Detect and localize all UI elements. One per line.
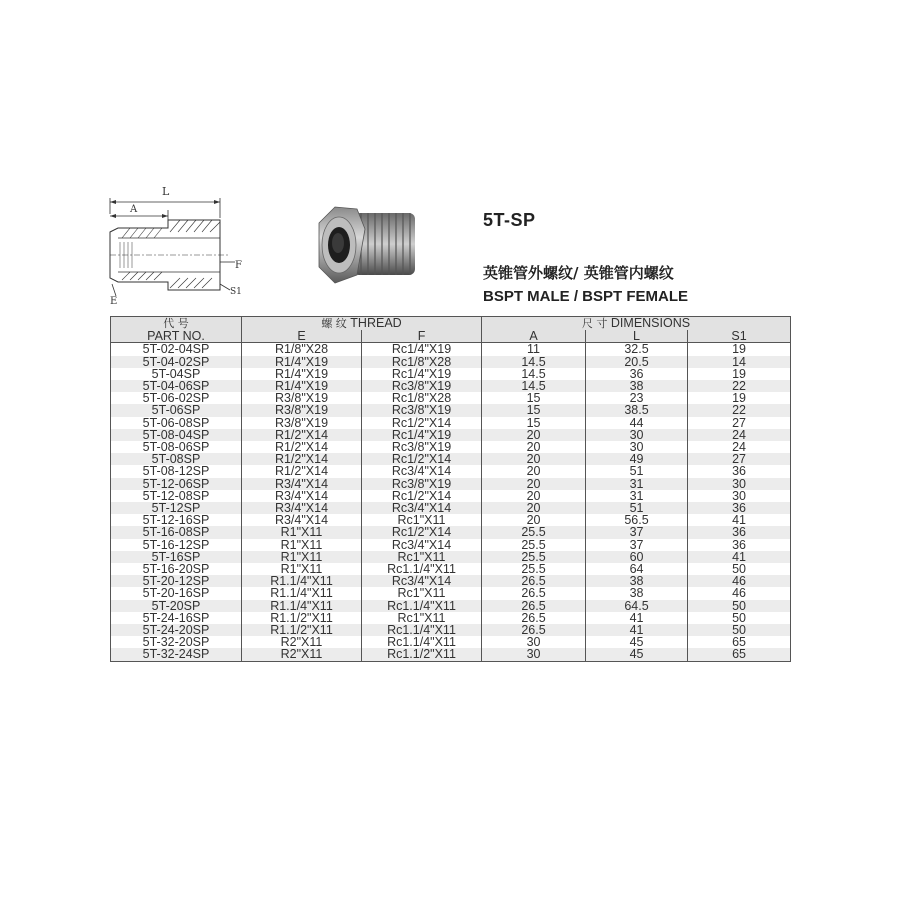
part-no-cell: 5T-12-08SP — [111, 490, 242, 502]
dim-a-cell: 20 — [482, 514, 586, 526]
dim-a-cell: 30 — [482, 636, 586, 648]
thread-f-cell: Rc1/4"X19 — [362, 429, 482, 441]
col-header-L: L — [586, 330, 688, 343]
table-body — [111, 343, 791, 661]
col-header-F: F — [362, 330, 482, 343]
thread-f-cell: Rc3/8"X19 — [362, 380, 482, 392]
thread-e-cell: R1"X11 — [242, 551, 362, 563]
table-row — [111, 612, 791, 624]
title-english: BSPT MALE / BSPT FEMALE — [483, 288, 689, 305]
part-no-cell: 5T-08-06SP — [111, 441, 242, 453]
dim-l-cell: 38.5 — [586, 404, 688, 416]
part-no-cn: 代 号 — [163, 317, 189, 330]
part-no-header-cn — [111, 317, 242, 331]
part-no-cell: 5T-16SP — [111, 551, 242, 563]
dimension-label-F: F — [235, 260, 242, 271]
table-row — [111, 417, 791, 429]
thread-f-cell: Rc1/8"X28 — [362, 392, 482, 404]
dim-s1-cell: 50 — [688, 612, 791, 624]
thread-e-cell: R1.1/4"X11 — [242, 600, 362, 612]
dim-l-cell: 36 — [586, 368, 688, 380]
dimension-label-L: L — [162, 185, 170, 198]
part-no-cell: 5T-02-04SP — [111, 343, 242, 356]
dim-s1-cell: 19 — [688, 368, 791, 380]
dim-s1-cell: 50 — [688, 600, 791, 612]
thread-header — [242, 317, 482, 331]
dim-s1-cell: 46 — [688, 575, 791, 587]
dim-l-cell: 37 — [586, 526, 688, 538]
table-row — [111, 502, 791, 514]
dim-a-cell: 26.5 — [482, 587, 586, 599]
part-no-cell: 5T-06SP — [111, 404, 242, 416]
thread-f-cell: Rc3/8"X19 — [362, 404, 482, 416]
part-no-cell: 5T-24-20SP — [111, 624, 242, 636]
thread-e-cell: R3/8"X19 — [242, 392, 362, 404]
table-row — [111, 465, 791, 477]
dim-a-cell: 25.5 — [482, 563, 586, 575]
table-row — [111, 514, 791, 526]
table-row — [111, 392, 791, 404]
dim-l-cell: 56.5 — [586, 514, 688, 526]
table-row — [111, 587, 791, 599]
part-no-cell: 5T-20-16SP — [111, 587, 242, 599]
table-row — [111, 368, 791, 380]
table-row — [111, 539, 791, 551]
dim-s1-cell: 36 — [688, 502, 791, 514]
thread-e-cell: R2"X11 — [242, 636, 362, 648]
thread-e-cell: R3/4"X14 — [242, 514, 362, 526]
thread-f-cell: Rc1.1/4"X11 — [362, 563, 482, 575]
dim-l-cell: 41 — [586, 612, 688, 624]
dim-s1-cell: 65 — [688, 648, 791, 661]
thread-f-cell: Rc3/4"X14 — [362, 575, 482, 587]
part-no-header-en: PART NO. — [111, 330, 242, 343]
dim-a-cell: 26.5 — [482, 600, 586, 612]
dim-a-cell: 20 — [482, 478, 586, 490]
dim-l-cell: 30 — [586, 441, 688, 453]
dim-s1-cell: 65 — [688, 636, 791, 648]
dim-a-cell: 25.5 — [482, 526, 586, 538]
part-no-cell: 5T-08SP — [111, 453, 242, 465]
thread-e-cell: R1/8"X28 — [242, 343, 362, 356]
dim-l-cell: 41 — [586, 624, 688, 636]
part-no-cell: 5T-06-02SP — [111, 392, 242, 404]
thread-e-cell: R3/8"X19 — [242, 404, 362, 416]
thread-e-cell: R1/2"X14 — [242, 453, 362, 465]
thread-f-cell: Rc1/8"X28 — [362, 356, 482, 368]
part-no-cell: 5T-06-08SP — [111, 417, 242, 429]
col-header-A: A — [482, 330, 586, 343]
dim-l-cell: 60 — [586, 551, 688, 563]
table-row — [111, 575, 791, 587]
dim-s1-cell: 30 — [688, 490, 791, 502]
dim-s1-cell: 22 — [688, 404, 791, 416]
dim-s1-cell: 36 — [688, 539, 791, 551]
dim-a-cell: 26.5 — [482, 624, 586, 636]
dim-s1-cell: 36 — [688, 465, 791, 477]
dim-l-cell: 31 — [586, 478, 688, 490]
dim-a-cell: 15 — [482, 417, 586, 429]
header-row-1 — [111, 317, 791, 331]
table-row — [111, 404, 791, 416]
title-block — [483, 210, 536, 231]
dim-s1-cell: 41 — [688, 551, 791, 563]
part-no-cell: 5T-20-12SP — [111, 575, 242, 587]
dim-s1-cell: 19 — [688, 392, 791, 404]
dim-s1-cell: 14 — [688, 356, 791, 368]
dim-a-cell: 25.5 — [482, 539, 586, 551]
dim-l-cell: 32.5 — [586, 343, 688, 356]
dim-s1-cell: 36 — [688, 526, 791, 538]
dim-a-cell: 20 — [482, 490, 586, 502]
part-no-cell: 5T-12-06SP — [111, 478, 242, 490]
technical-drawing — [100, 180, 260, 310]
part-no-cell: 5T-12SP — [111, 502, 242, 514]
thread-e-cell: R1.1/4"X11 — [242, 575, 362, 587]
thread-f-cell: Rc1"X11 — [362, 551, 482, 563]
dim-a-cell: 20 — [482, 429, 586, 441]
part-no-cell: 5T-04-06SP — [111, 380, 242, 392]
thread-e-cell: R1"X11 — [242, 563, 362, 575]
dim-a-cell: 14.5 — [482, 380, 586, 392]
dim-a-cell: 20 — [482, 441, 586, 453]
thread-f-cell: Rc3/4"X14 — [362, 539, 482, 551]
thread-f-cell: Rc1/4"X19 — [362, 368, 482, 380]
table-header — [111, 317, 791, 343]
thread-e-cell: R1"X11 — [242, 526, 362, 538]
dim-l-cell: 45 — [586, 648, 688, 661]
dim-l-cell: 38 — [586, 575, 688, 587]
table-row — [111, 343, 791, 356]
dim-l-cell: 23 — [586, 392, 688, 404]
model-number: 5T-SP — [483, 210, 536, 230]
dim-a-cell: 15 — [482, 404, 586, 416]
dimensions-en: DIMENSIONS — [610, 316, 691, 330]
dim-l-cell: 20.5 — [586, 356, 688, 368]
thread-f-cell: Rc3/4"X14 — [362, 502, 482, 514]
thread-e-cell: R3/4"X14 — [242, 502, 362, 514]
dim-s1-cell: 30 — [688, 478, 791, 490]
dim-s1-cell: 50 — [688, 563, 791, 575]
dim-l-cell: 38 — [586, 380, 688, 392]
part-no-cell: 5T-04-02SP — [111, 356, 242, 368]
part-no-cell: 5T-16-08SP — [111, 526, 242, 538]
dim-s1-cell: 22 — [688, 380, 791, 392]
dim-l-cell: 49 — [586, 453, 688, 465]
thread-e-cell: R3/8"X19 — [242, 417, 362, 429]
thread-f-cell: Rc1.1/4"X11 — [362, 600, 482, 612]
dim-a-cell: 11 — [482, 343, 586, 356]
table-row — [111, 624, 791, 636]
dim-a-cell: 14.5 — [482, 368, 586, 380]
part-no-cell: 5T-04SP — [111, 368, 242, 380]
part-no-cell: 5T-16-12SP — [111, 539, 242, 551]
header-row-2 — [111, 330, 791, 343]
table-row — [111, 526, 791, 538]
col-header-E: E — [242, 330, 362, 343]
dim-l-cell: 30 — [586, 429, 688, 441]
thread-e-cell: R1.1/2"X11 — [242, 624, 362, 636]
dim-s1-cell: 50 — [688, 624, 791, 636]
part-no-cell: 5T-24-16SP — [111, 612, 242, 624]
thread-e-cell: R1/2"X14 — [242, 441, 362, 453]
part-no-cell: 5T-12-16SP — [111, 514, 242, 526]
dim-a-cell: 20 — [482, 465, 586, 477]
table-row — [111, 551, 791, 563]
table-row — [111, 600, 791, 612]
thread-f-cell: Rc3/4"X14 — [362, 465, 482, 477]
part-no-cell: 5T-08-04SP — [111, 429, 242, 441]
dimension-label-S1: S1 — [230, 287, 242, 297]
thread-f-cell: Rc1/2"X14 — [362, 526, 482, 538]
dim-l-cell: 44 — [586, 417, 688, 429]
thread-f-cell: Rc1/2"X14 — [362, 490, 482, 502]
dimension-label-E: E — [110, 296, 118, 307]
dim-a-cell: 25.5 — [482, 551, 586, 563]
thread-f-cell: Rc1"X11 — [362, 612, 482, 624]
thread-f-cell: Rc1.1/4"X11 — [362, 624, 482, 636]
dim-a-cell: 14.5 — [482, 356, 586, 368]
thread-e-cell: R1.1/4"X11 — [242, 587, 362, 599]
dim-l-cell: 38 — [586, 587, 688, 599]
thread-e-cell: R2"X11 — [242, 648, 362, 661]
dim-l-cell: 64.5 — [586, 600, 688, 612]
thread-f-cell: Rc1/2"X14 — [362, 417, 482, 429]
dimensions-header — [482, 317, 791, 331]
table-row — [111, 636, 791, 648]
part-no-cell: 5T-32-24SP — [111, 648, 242, 661]
dim-l-cell: 51 — [586, 465, 688, 477]
dim-a-cell: 30 — [482, 648, 586, 661]
part-no-cell: 5T-08-12SP — [111, 465, 242, 477]
dim-a-cell: 20 — [482, 502, 586, 514]
dim-l-cell: 37 — [586, 539, 688, 551]
thread-f-cell: Rc1.1/4"X11 — [362, 636, 482, 648]
dimension-label-A: A — [130, 204, 138, 215]
part-no-cell: 5T-20SP — [111, 600, 242, 612]
specification-table — [110, 316, 791, 662]
thread-e-cell: R1/2"X14 — [242, 429, 362, 441]
thread-f-cell: Rc1/4"X19 — [362, 343, 482, 356]
table-row — [111, 563, 791, 575]
thread-e-cell: R1/2"X14 — [242, 465, 362, 477]
thread-f-cell: Rc1.1/2"X11 — [362, 648, 482, 661]
thread-e-cell: R1.1/2"X11 — [242, 612, 362, 624]
table-row — [111, 453, 791, 465]
thread-cn: 螺 纹 — [321, 317, 347, 330]
part-no-cell: 5T-32-20SP — [111, 636, 242, 648]
dim-s1-cell: 24 — [688, 441, 791, 453]
table-row — [111, 478, 791, 490]
thread-f-cell: Rc1/2"X14 — [362, 453, 482, 465]
dimensions-cn: 尺 寸 — [581, 317, 608, 330]
dim-a-cell: 26.5 — [482, 612, 586, 624]
dim-a-cell: 15 — [482, 392, 586, 404]
col-header-S1: S1 — [688, 330, 791, 343]
title-chinese: 英锥管外螺纹/ 英锥管内螺纹 — [483, 264, 674, 282]
table-row — [111, 648, 791, 661]
thread-e-cell: R3/4"X14 — [242, 478, 362, 490]
thread-e-cell: R1/4"X19 — [242, 380, 362, 392]
thread-en: THREAD — [350, 316, 402, 330]
table-row — [111, 490, 791, 502]
product-photo — [305, 195, 430, 295]
dim-s1-cell: 19 — [688, 343, 791, 356]
part-no-cell: 5T-16-20SP — [111, 563, 242, 575]
dim-a-cell: 26.5 — [482, 575, 586, 587]
thread-f-cell: Rc3/8"X19 — [362, 478, 482, 490]
thread-f-cell: Rc1"X11 — [362, 514, 482, 526]
table-row — [111, 380, 791, 392]
thread-e-cell: R3/4"X14 — [242, 490, 362, 502]
dim-s1-cell: 27 — [688, 453, 791, 465]
table-row — [111, 429, 791, 441]
thread-f-cell: Rc3/8"X19 — [362, 441, 482, 453]
dim-s1-cell: 24 — [688, 429, 791, 441]
dim-l-cell: 45 — [586, 636, 688, 648]
table-row — [111, 441, 791, 453]
table-row — [111, 356, 791, 368]
dim-s1-cell: 27 — [688, 417, 791, 429]
dim-l-cell: 64 — [586, 563, 688, 575]
thread-e-cell: R1/4"X19 — [242, 368, 362, 380]
thread-e-cell: R1/4"X19 — [242, 356, 362, 368]
thread-e-cell: R1"X11 — [242, 539, 362, 551]
dim-l-cell: 31 — [586, 490, 688, 502]
dim-s1-cell: 41 — [688, 514, 791, 526]
dim-l-cell: 51 — [586, 502, 688, 514]
dim-a-cell: 20 — [482, 453, 586, 465]
dim-s1-cell: 46 — [688, 587, 791, 599]
thread-f-cell: Rc1"X11 — [362, 587, 482, 599]
